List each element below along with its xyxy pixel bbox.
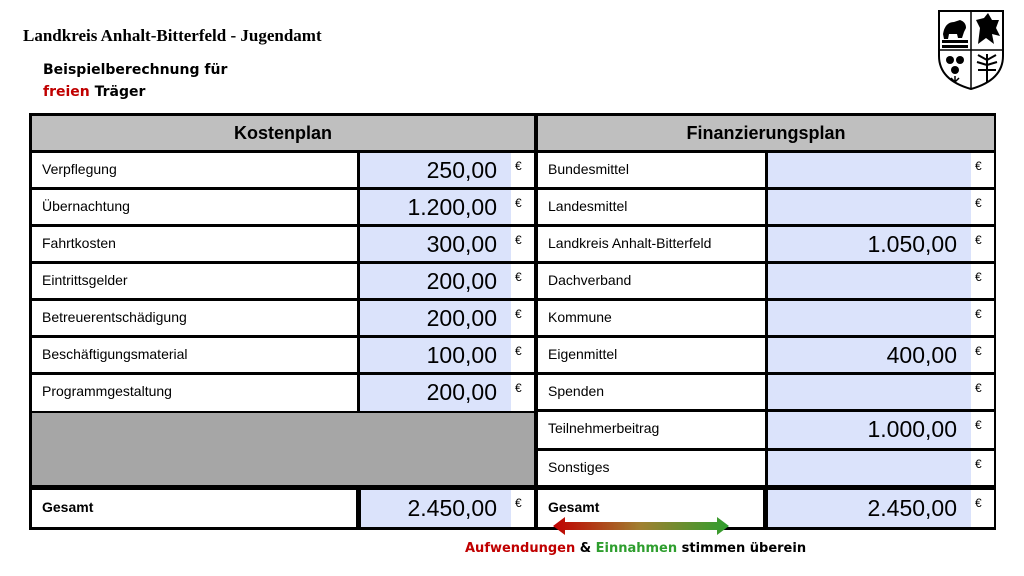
finanz-total-value-cell[interactable] (768, 490, 971, 527)
finanz-label-row (538, 264, 765, 298)
finanz-label: Landkreis Anhalt-Bitterfeld (548, 235, 712, 251)
finanz-label-row (538, 153, 765, 187)
finanz-label-row (538, 375, 765, 409)
finanz-value-cell[interactable] (768, 227, 971, 261)
finanz-value-cell[interactable] (768, 338, 971, 372)
currency-cell (971, 412, 994, 448)
finanz-total-label: Gesamt (548, 499, 600, 515)
currency-cell (971, 190, 994, 224)
finanz-value: 1.050,00 (867, 231, 957, 257)
currency-cell (971, 301, 994, 335)
finanz-value-cell[interactable] (768, 412, 971, 448)
currency-cell (511, 153, 534, 187)
kosten-label-row (32, 153, 357, 187)
euro-sign: € (975, 196, 982, 210)
euro-sign: € (515, 307, 522, 321)
currency-cell (511, 227, 534, 261)
finanz-label: Landesmittel (548, 198, 628, 214)
kosten-label-row (32, 227, 357, 261)
currency-cell (511, 490, 534, 527)
currency-cell (971, 490, 994, 527)
euro-sign: € (975, 233, 982, 247)
currency-cell (511, 338, 534, 372)
kosten-value: 1.200,00 (407, 194, 497, 220)
euro-sign: € (515, 270, 522, 284)
kosten-label-row (32, 301, 357, 335)
currency-cell (511, 375, 534, 411)
finanz-label-row (538, 190, 765, 224)
kosten-label: Übernachtung (42, 198, 130, 214)
euro-sign: € (975, 418, 982, 432)
kosten-value-cell[interactable] (360, 153, 511, 187)
kosten-label: Betreuerentschädigung (42, 309, 187, 325)
kosten-value: 250,00 (426, 157, 497, 183)
euro-sign: € (975, 344, 982, 358)
finanz-value-cell[interactable] (768, 301, 971, 335)
kosten-label: Fahrtkosten (42, 235, 116, 251)
finanz-label: Sonstiges (548, 459, 610, 475)
coat-of-arms-icon (936, 8, 1006, 92)
finanz-label: Dachverband (548, 272, 632, 288)
finanz-value-cell[interactable] (768, 153, 971, 187)
kosten-label-row (32, 375, 357, 411)
euro-sign: € (515, 196, 522, 210)
kosten-value-cell[interactable] (360, 375, 511, 411)
kosten-total-label-cell (32, 490, 356, 527)
finanz-label-row (538, 301, 765, 335)
currency-cell (971, 264, 994, 298)
finanz-label-row (538, 338, 765, 372)
finanz-label: Teilnehmerbeitrag (548, 420, 660, 436)
currency-cell (511, 190, 534, 224)
euro-sign: € (975, 457, 982, 471)
euro-sign: € (515, 233, 522, 247)
euro-sign: € (515, 496, 522, 510)
finanz-label: Eigenmittel (548, 346, 618, 362)
euro-sign: € (515, 344, 522, 358)
euro-sign: € (975, 270, 982, 284)
double-arrow-icon (552, 516, 730, 536)
kosten-label-row (32, 190, 357, 224)
kosten-value: 100,00 (426, 342, 497, 368)
kosten-total-label: Gesamt (42, 499, 94, 515)
finanz-value: 400,00 (886, 342, 957, 368)
currency-cell (971, 227, 994, 261)
finanz-label-row (538, 227, 765, 261)
currency-cell (511, 264, 534, 298)
kosten-value: 200,00 (426, 305, 497, 331)
finanz-value-cell[interactable] (768, 375, 971, 409)
euro-sign: € (515, 159, 522, 173)
subtitle-rest: Träger (89, 84, 146, 100)
kosten-value: 200,00 (426, 268, 497, 294)
finanz-value-cell[interactable] (768, 451, 971, 485)
finanz-label: Bundesmittel (548, 161, 629, 177)
kosten-total-value-cell[interactable] (361, 490, 511, 527)
currency-cell (971, 338, 994, 372)
finanz-label: Kommune (548, 309, 612, 325)
kosten-value-cell[interactable] (360, 227, 511, 261)
kosten-label-row (32, 264, 357, 298)
finanz-value-cell[interactable] (768, 264, 971, 298)
euro-sign: € (975, 496, 982, 510)
kosten-value: 200,00 (426, 379, 497, 405)
kosten-value-cell[interactable] (360, 264, 511, 298)
euro-sign: € (975, 381, 982, 395)
caption (465, 541, 806, 556)
kosten-label: Verpflegung (42, 161, 117, 177)
currency-cell (971, 375, 994, 409)
kosten-empty-area (32, 413, 534, 485)
euro-sign: € (515, 381, 522, 395)
currency-cell (511, 301, 534, 335)
kosten-value-cell[interactable] (360, 301, 511, 335)
kosten-value: 300,00 (426, 231, 497, 257)
caption-aufwendungen: Aufwendungen (465, 541, 576, 556)
finanz-label-row (538, 412, 765, 448)
euro-sign: € (975, 159, 982, 173)
subtitle-line2 (43, 84, 145, 100)
finanzierungsplan-header: Finanzierungsplan (538, 116, 994, 150)
finanz-value-cell[interactable] (768, 190, 971, 224)
currency-cell (971, 153, 994, 187)
kosten-label-row (32, 338, 357, 372)
kosten-value-cell[interactable] (360, 338, 511, 372)
subtitle-line1: Beispielberechnung für (43, 62, 228, 78)
caption-rest: stimmen überein (677, 541, 807, 556)
kosten-label: Beschäftigungsmaterial (42, 346, 188, 362)
kosten-label: Eintrittsgelder (42, 272, 128, 288)
caption-einnahmen: Einnahmen (595, 541, 678, 556)
finanz-label-row (538, 451, 765, 485)
kosten-value-cell[interactable] (360, 190, 511, 224)
kosten-label: Programmgestaltung (42, 383, 172, 399)
finanz-value: 1.000,00 (867, 416, 957, 442)
kosten-total-value: 2.450,00 (407, 495, 497, 521)
finanz-total-value: 2.450,00 (867, 495, 957, 521)
currency-cell (971, 451, 994, 485)
page-title: Landkreis Anhalt-Bitterfeld - Jugendamt (23, 26, 322, 45)
kostenplan-header: Kostenplan (32, 116, 534, 150)
euro-sign: € (975, 307, 982, 321)
subtitle-highlight: freien (43, 84, 90, 100)
caption-amp: & (575, 541, 596, 556)
finanz-label: Spenden (548, 383, 605, 399)
